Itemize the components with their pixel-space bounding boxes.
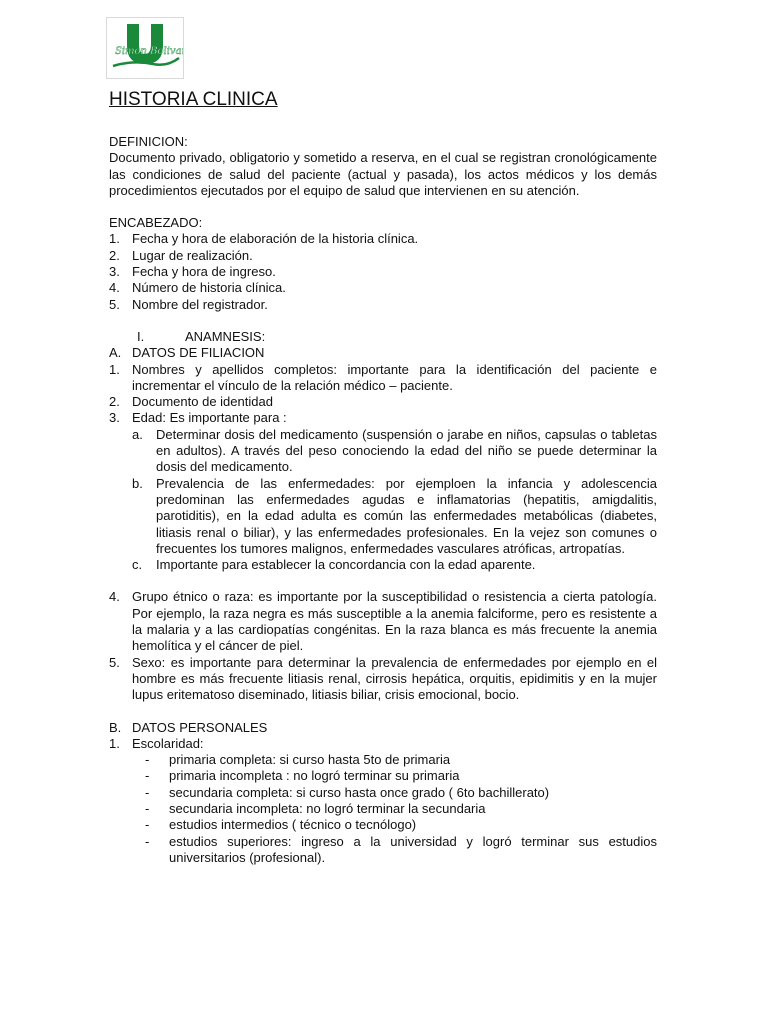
- definition-text: Documento privado, obligatorio y sometido a reserva, en el cual se registran cronológicamente las condiciones de salud del paciente (actual y pasada), los actos médicos y los demás procedimientos ejecutados por el equipo de salud que intervienen en su atención.: [109, 150, 657, 198]
- subsection-b: [109, 720, 657, 736]
- list-item-number: b.: [132, 475, 143, 491]
- list-item-text: estudios superiores: ingreso a la universidad y logró terminar sus estudios universitarios (profesional).: [169, 833, 657, 865]
- list-item-text: Sexo: es importante para determinar la prevalencia de enfermedades por ejemplo en el hombre es más frecuente litiasis renal, cirrosis hepática, orquitis, epidimitis y en la mujer lupus eritematoso diseminado, litiasis biliar, crisis emocional, bocio.: [132, 654, 657, 703]
- list-item: [109, 264, 657, 280]
- logo-script: Simon Bolivar: [115, 46, 183, 57]
- list-item-number: -: [145, 800, 150, 816]
- sub-list-item: [132, 476, 657, 557]
- subsection-title: DATOS DE FILIACION: [132, 345, 265, 361]
- list-item: [109, 362, 657, 395]
- list-item-number: -: [145, 752, 150, 768]
- list-item: [109, 410, 657, 426]
- dash-list-item: [145, 801, 657, 817]
- list-item-number: -: [145, 768, 150, 784]
- list-item-text: primaria incompleta : no logró terminar su primaria: [169, 768, 460, 784]
- dash-list-item: [145, 785, 657, 801]
- list-item: [109, 589, 657, 654]
- subsection-title: DATOS PERSONALES: [132, 719, 268, 735]
- list-item: [109, 736, 657, 752]
- list-item-number: 2.: [109, 247, 120, 263]
- list-item: [109, 231, 657, 247]
- section-title: ANAMNESIS:: [185, 328, 266, 344]
- list-item-number: -: [145, 817, 150, 833]
- subsection-a: [109, 345, 657, 361]
- list-item-number: -: [145, 833, 150, 849]
- list-item-text: Lugar de realización.: [132, 247, 253, 263]
- list-item-number: 5.: [109, 296, 120, 312]
- list-item-text: Determinar dosis del medicamento (suspensión o jarabe en niños, capsulas o tabletas en adultos). A través del peso conociendo la edad del niño se puede determinar la dosis del medicamento.: [156, 426, 657, 475]
- list-item-text: primaria completa: si curso hasta 5to de primaria: [169, 752, 451, 768]
- subsection-letter: B.: [109, 719, 122, 735]
- list-item-text: Importante para establecer la concordancia con la edad aparente.: [156, 557, 536, 573]
- list-item-number: 1.: [109, 735, 120, 751]
- list-item-number: 4.: [109, 280, 120, 296]
- encabezado-heading: ENCABEZADO:: [109, 215, 203, 231]
- university-logo-icon: [106, 17, 184, 79]
- list-item-text: secundaria completa: si curso hasta once grado ( 6to bachillerato): [169, 784, 550, 800]
- dash-list-item: [145, 768, 657, 784]
- list-item: [109, 394, 657, 410]
- list-item-text: Documento de identidad: [132, 394, 273, 410]
- list-item-text: Fecha y hora de ingreso.: [132, 264, 276, 280]
- list-item-number: c.: [132, 557, 143, 573]
- list-item-text: Nombre del registrador.: [132, 296, 268, 312]
- document-body: [109, 88, 657, 866]
- list-item-text: Prevalencia de las enfermedades: por ejemploen la infancia y adolescencia predominan las enfermedades agudas e inflamatorias (hepatitis, amigdalitis, parotiditis), en la edad adulta es común las enfermedades metabólicas (diabetes, litiasis renal o biliar), y las enfermedades profesionales. En la vejez son comunes o frecuentes los tumores malignos, enfermedades vasculares atróficas, artropatías.: [156, 475, 657, 556]
- list-item-number: 4.: [109, 589, 120, 605]
- sub-list-item: [132, 557, 657, 573]
- subsection-letter: A.: [109, 345, 122, 361]
- section-roman: I.: [137, 328, 145, 344]
- page-title: HISTORIA CLINICA: [109, 89, 278, 110]
- sub-list-item: [132, 427, 657, 476]
- definition-heading: DEFINICION:: [109, 134, 188, 149]
- logo-graphic: [107, 18, 183, 78]
- section-anamnesis: [109, 329, 657, 345]
- list-item: [109, 655, 657, 704]
- list-item-number: 2.: [109, 394, 120, 410]
- list-item: [109, 280, 657, 296]
- list-item-text: estudios intermedios ( técnico o tecnólogo): [169, 817, 417, 833]
- edad-sublist: [109, 427, 657, 574]
- list-item-text: Edad: Es importante para :: [132, 410, 287, 426]
- list-item-number: -: [145, 784, 150, 800]
- list-item-text: Grupo étnico o raza: es importante por la susceptibilidad o resistencia a cierta patología. Por ejemplo, la raza negra es más susceptible a la anemia falciforme, pero es resistente a la malaria y a las cardiopatías congénitas. En la raza blanca es más frecuente la anemia hemolítica y el cáncer de piel.: [132, 589, 657, 654]
- list-item-number: 3.: [109, 410, 120, 426]
- list-item-number: a.: [132, 426, 143, 442]
- escolaridad-list: [109, 752, 657, 866]
- dash-list-item: [145, 834, 657, 867]
- list-item-text: Número de historia clínica.: [132, 280, 286, 296]
- dash-list-item: [145, 817, 657, 833]
- encabezado-list: [109, 231, 657, 312]
- list-item-number: 1.: [109, 231, 120, 247]
- list-item-number: 3.: [109, 264, 120, 280]
- list-item-text: Fecha y hora de elaboración de la historia clínica.: [132, 231, 419, 247]
- list-item: [109, 248, 657, 264]
- list-item-text: secundaria incompleta: no logró terminar la secundaria: [169, 800, 486, 816]
- dash-list-item: [145, 752, 657, 768]
- filiacion-list: [109, 362, 657, 427]
- list-item-text: Escolaridad:: [132, 735, 204, 751]
- list-item-number: 5.: [109, 654, 120, 670]
- list-item-number: 1.: [109, 361, 120, 377]
- list-item: [109, 297, 657, 313]
- list-item-text: Nombres y apellidos completos: importante para la identificación del paciente e incrementar el vínculo de la relación médico – paciente.: [132, 361, 657, 393]
- filiacion-list-continued: [109, 589, 657, 703]
